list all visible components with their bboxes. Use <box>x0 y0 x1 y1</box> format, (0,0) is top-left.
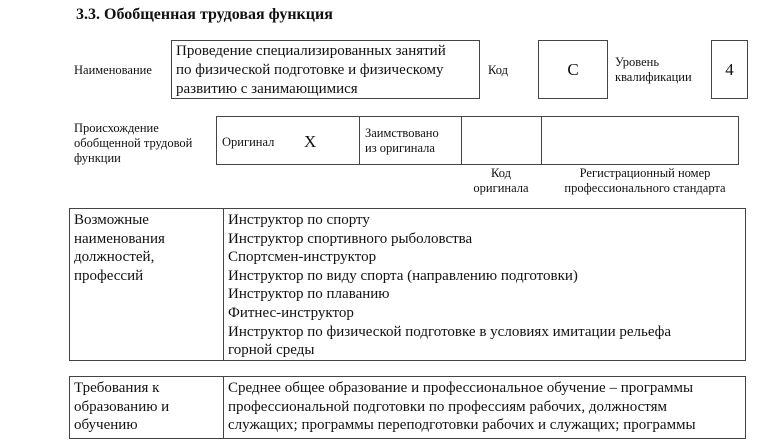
education-label-cell <box>70 377 224 439</box>
origin-label-line: функции <box>74 151 121 165</box>
origin-divider <box>359 116 360 165</box>
name-value-line: развитию с занимающимися <box>176 81 358 97</box>
name-value-line: по физической подготовке и физическому <box>176 62 444 78</box>
position-item: Инструктор по физической подготовке в условиях имитации рельефа <box>228 323 672 340</box>
original-mark: X <box>304 132 317 151</box>
position-item: Инструктор по спорту <box>228 212 370 228</box>
level-label-line: квалификации <box>615 70 692 84</box>
education-table <box>69 376 746 439</box>
origin-label <box>74 121 192 166</box>
education-value-cell <box>224 377 746 439</box>
borrowed-label-line: Заимствовано <box>365 126 439 140</box>
position-item: Спортсмен-инструктор <box>228 249 377 266</box>
name-value-box <box>171 40 480 99</box>
positions-label-cell <box>70 209 224 361</box>
name-value-line: Проведение специализированных занятий <box>176 43 446 59</box>
reg-number-caption <box>541 166 749 196</box>
code-original-caption-line: Код <box>491 166 511 180</box>
code-label: Код <box>488 63 508 77</box>
education-label-line: обучению <box>74 417 138 434</box>
code-original-caption <box>461 166 541 196</box>
position-item: Инструктор по плаванию <box>228 286 390 303</box>
origin-label-line: Происхождение <box>74 121 159 135</box>
education-label-line: образованию и <box>74 398 170 415</box>
position-item: Фитнес-инструктор <box>228 304 354 321</box>
level-label <box>615 55 692 85</box>
name-label: Наименование <box>74 63 152 77</box>
origin-divider <box>541 116 542 165</box>
position-item: горной среды <box>228 342 315 359</box>
borrowed-label-line: из оригинала <box>365 141 435 155</box>
reg-number-caption-line: профессионального стандарта <box>564 181 726 195</box>
education-value-line: Среднее общее образование и профессиональное обучение – программы <box>228 380 694 396</box>
reg-number-caption-line: Регистрационный номер <box>579 166 711 180</box>
positions-table <box>69 208 746 361</box>
origin-label-line: обобщенной трудовой <box>74 136 193 150</box>
level-value: 4 <box>711 40 748 99</box>
position-item: Инструктор спортивного рыболовства <box>228 230 473 247</box>
level-label-line: Уровень <box>615 55 660 69</box>
section-title: 3.3. Обобщенная трудовая функция <box>76 6 333 23</box>
education-value-line: профессиональной подготовки по профессиям рабочих, должностям <box>228 398 667 415</box>
original-label: Оригинал <box>222 135 275 149</box>
position-item: Инструктор по виду спорта (направлению подготовки) <box>228 267 578 284</box>
origin-divider <box>461 116 462 165</box>
origin-table <box>216 116 739 165</box>
code-original-caption-line: оригинала <box>473 181 529 195</box>
positions-label-line: профессий <box>74 267 144 284</box>
positions-label-line: должностей, <box>74 249 155 266</box>
positions-list-cell <box>224 209 746 361</box>
borrowed-label <box>365 126 439 156</box>
education-value-line: служащих; программы переподготовки рабочих и служащих; программы <box>228 417 696 434</box>
positions-label-line: наименования <box>74 230 165 247</box>
positions-label-line: Возможные <box>74 212 149 228</box>
education-label-line: Требования к <box>74 380 160 396</box>
code-value: С <box>538 40 608 99</box>
